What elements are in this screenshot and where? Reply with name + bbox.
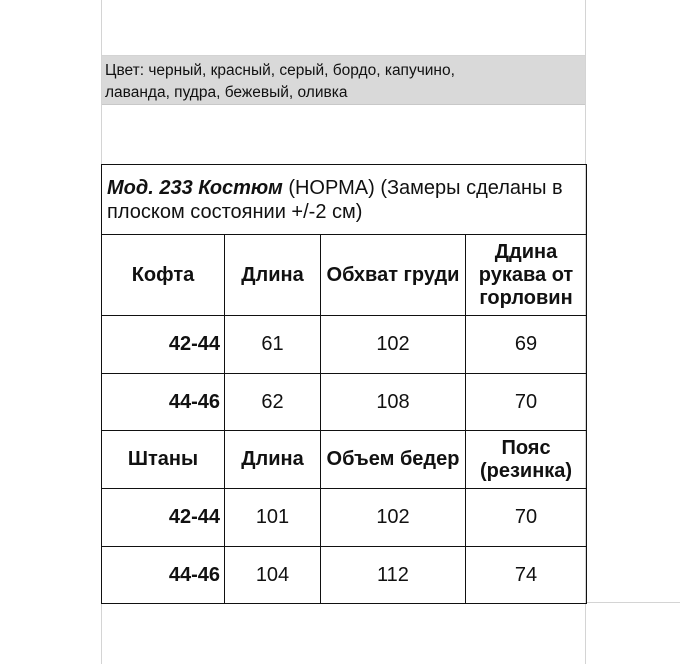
pants-header-row xyxy=(102,431,587,489)
jacket-header-sleeve: Ддина рукава от горловин xyxy=(466,235,587,316)
pants-length-cell: 104 xyxy=(225,547,321,604)
pants-size-cell: 42-44 xyxy=(102,489,225,547)
title-row xyxy=(102,165,587,235)
pants-waist-cell: 74 xyxy=(466,547,587,604)
table-row xyxy=(102,489,587,547)
jacket-header-row xyxy=(102,235,587,316)
pants-header-length: Длина xyxy=(225,431,321,489)
jacket-length-cell: 62 xyxy=(225,374,321,431)
color-options-cell xyxy=(102,56,585,105)
jacket-sleeve-cell: 70 xyxy=(466,374,587,431)
color-options-line-1: Цвет: черный, красный, серый, бордо, капучино, xyxy=(105,62,455,79)
table-row xyxy=(102,547,587,604)
grid-line-tail xyxy=(585,602,680,603)
jacket-length-cell: 61 xyxy=(225,316,321,374)
table-title xyxy=(102,165,587,235)
pants-hips-cell: 102 xyxy=(321,489,466,547)
jacket-header-label: Кофта xyxy=(102,235,225,316)
pants-size-cell: 44-46 xyxy=(102,547,225,604)
color-options-line-2: лаванда, пудра, бежевый, оливка xyxy=(105,84,348,101)
model-name: Мод. 233 Костюм xyxy=(107,177,283,199)
jacket-chest-cell: 102 xyxy=(321,316,466,374)
jacket-sleeve-cell: 69 xyxy=(466,316,587,374)
jacket-header-length: Длина xyxy=(225,235,321,316)
title-note: (НОРМА) (Замеры сделаны в плоском состоянии +/-2 см) xyxy=(107,177,563,223)
jacket-header-chest: Обхват груди xyxy=(321,235,466,316)
jacket-size-cell: 42-44 xyxy=(102,316,225,374)
pants-waist-cell: 70 xyxy=(466,489,587,547)
pants-header-hips: Объем бедер xyxy=(321,431,466,489)
pants-length-cell: 101 xyxy=(225,489,321,547)
pants-hips-cell: 112 xyxy=(321,547,466,604)
pants-header-label: Штаны xyxy=(102,431,225,489)
jacket-chest-cell: 108 xyxy=(321,374,466,431)
size-chart-table xyxy=(101,164,587,604)
pants-header-waist: Пояс (резинка) xyxy=(466,431,587,489)
table-row xyxy=(102,316,587,374)
table-row xyxy=(102,374,587,431)
jacket-size-cell: 44-46 xyxy=(102,374,225,431)
